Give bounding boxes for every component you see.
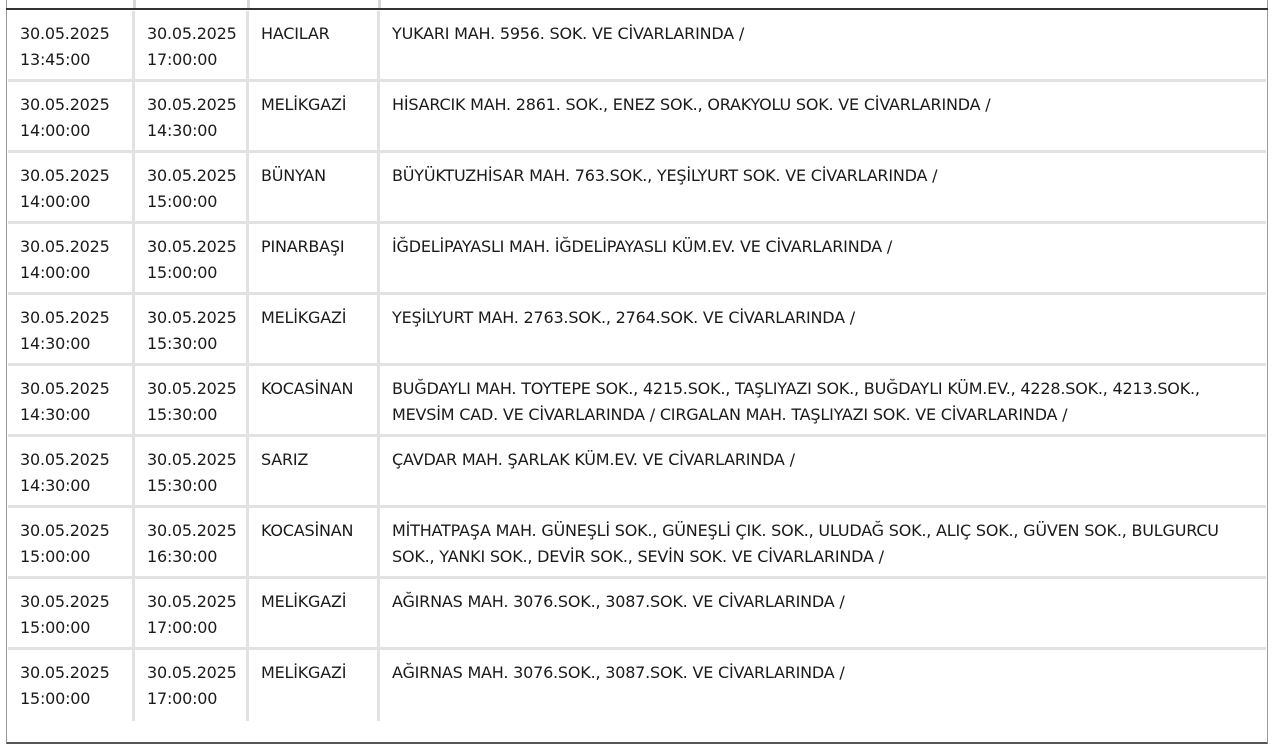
- start-time: 14:00:00: [20, 121, 91, 140]
- address-cell: [380, 82, 1266, 153]
- district-cell: [249, 295, 380, 366]
- address-cell: [380, 579, 1266, 650]
- address-cell: [380, 437, 1266, 508]
- start-datetime-cell: [8, 224, 135, 295]
- address-cell: [380, 11, 1266, 82]
- end-time: 15:00:00: [147, 263, 218, 282]
- column-divider-stub: [378, 0, 381, 8]
- start-time: 15:00:00: [20, 547, 91, 566]
- end-time: 17:00:00: [147, 618, 218, 637]
- start-date: 30.05.2025: [20, 663, 110, 682]
- affected-addresses: İĞDELİPAYASLI MAH. İĞDELİPAYASLI KÜM.EV. VE CİVARLARINDA /: [392, 237, 893, 256]
- start-date: 30.05.2025: [20, 592, 110, 611]
- affected-addresses: BUĞDAYLI MAH. TOYTEPE SOK., 4215.SOK., TAŞLIYAZI SOK., BUĞDAYLI KÜM.EV., 4228.SOK., 4213.SOK., MEVSİM CAD. VE CİVARLARINDA / CIRGALAN MAH. TAŞLIYAZI SOK. VE CİVARLARINDA /: [392, 379, 1200, 424]
- table-row: [8, 224, 1266, 295]
- end-time: 15:30:00: [147, 405, 218, 424]
- affected-addresses: YEŞİLYURT MAH. 2763.SOK., 2764.SOK. VE CİVARLARINDA /: [392, 308, 855, 327]
- district-name: KOCASİNAN: [261, 379, 354, 398]
- affected-addresses: ÇAVDAR MAH. ŞARLAK KÜM.EV. VE CİVARLARINDA /: [392, 450, 795, 469]
- end-datetime-cell: [135, 82, 249, 153]
- end-date: 30.05.2025: [147, 166, 237, 185]
- address-cell: [380, 366, 1266, 437]
- end-time: 15:00:00: [147, 192, 218, 211]
- start-date: 30.05.2025: [20, 521, 110, 540]
- table-row: [8, 82, 1266, 153]
- end-datetime-cell: [135, 508, 249, 579]
- end-datetime-cell: [135, 224, 249, 295]
- table-top-border: [6, 8, 1268, 10]
- end-date: 30.05.2025: [147, 379, 237, 398]
- district-cell: [249, 650, 380, 721]
- end-datetime-cell: [135, 650, 249, 721]
- end-date: 30.05.2025: [147, 308, 237, 327]
- power-outage-schedule-table: [8, 11, 1266, 721]
- address-cell: [380, 153, 1266, 224]
- start-time: 14:00:00: [20, 192, 91, 211]
- affected-addresses: AĞIRNAS MAH. 3076.SOK., 3087.SOK. VE CİVARLARINDA /: [392, 592, 845, 611]
- start-datetime-cell: [8, 437, 135, 508]
- table-row: [8, 11, 1266, 82]
- table-row: [8, 366, 1266, 437]
- end-datetime-cell: [135, 437, 249, 508]
- district-name: BÜNYAN: [261, 166, 326, 185]
- district-cell: [249, 11, 380, 82]
- address-cell: [380, 508, 1266, 579]
- start-datetime-cell: [8, 579, 135, 650]
- column-divider-stub: [133, 0, 136, 8]
- end-date: 30.05.2025: [147, 95, 237, 114]
- district-name: MELİKGAZİ: [261, 663, 347, 682]
- start-time: 14:30:00: [20, 476, 91, 495]
- column-divider-stub: [247, 0, 250, 8]
- end-datetime-cell: [135, 579, 249, 650]
- district-name: MELİKGAZİ: [261, 592, 347, 611]
- start-date: 30.05.2025: [20, 450, 110, 469]
- district-name: MELİKGAZİ: [261, 95, 347, 114]
- end-date: 30.05.2025: [147, 592, 237, 611]
- table-row: [8, 437, 1266, 508]
- district-cell: [249, 82, 380, 153]
- end-time: 17:00:00: [147, 50, 218, 69]
- district-name: MELİKGAZİ: [261, 308, 347, 327]
- end-date: 30.05.2025: [147, 237, 237, 256]
- table-row: [8, 579, 1266, 650]
- table-row: [8, 508, 1266, 579]
- district-cell: [249, 508, 380, 579]
- start-date: 30.05.2025: [20, 24, 110, 43]
- end-datetime-cell: [135, 295, 249, 366]
- district-cell: [249, 579, 380, 650]
- affected-addresses: AĞIRNAS MAH. 3076.SOK., 3087.SOK. VE CİVARLARINDA /: [392, 663, 845, 682]
- start-date: 30.05.2025: [20, 379, 110, 398]
- end-date: 30.05.2025: [147, 521, 237, 540]
- start-time: 15:00:00: [20, 618, 91, 637]
- affected-addresses: MİTHATPAŞA MAH. GÜNEŞLİ SOK., GÜNEŞLİ ÇIK. SOK., ULUDAĞ SOK., ALIÇ SOK., GÜVEN SOK., BULGURCU SOK., YANKI SOK., DEVİR SOK., SEVİN SOK. VE CİVARLARINDA /: [392, 521, 1219, 566]
- district-name: KOCASİNAN: [261, 521, 354, 540]
- table-row: [8, 650, 1266, 721]
- affected-addresses: BÜYÜKTUZHİSAR MAH. 763.SOK., YEŞİLYURT SOK. VE CİVARLARINDA /: [392, 166, 938, 185]
- start-datetime-cell: [8, 295, 135, 366]
- start-datetime-cell: [8, 650, 135, 721]
- start-datetime-cell: [8, 366, 135, 437]
- district-cell: [249, 437, 380, 508]
- table-body: [8, 11, 1266, 721]
- table-row: [8, 295, 1266, 366]
- end-time: 17:00:00: [147, 689, 218, 708]
- end-date: 30.05.2025: [147, 24, 237, 43]
- start-datetime-cell: [8, 82, 135, 153]
- address-cell: [380, 650, 1266, 721]
- end-date: 30.05.2025: [147, 450, 237, 469]
- start-date: 30.05.2025: [20, 308, 110, 327]
- start-datetime-cell: [8, 11, 135, 82]
- district-cell: [249, 224, 380, 295]
- end-datetime-cell: [135, 366, 249, 437]
- district-cell: [249, 153, 380, 224]
- district-name: PINARBAŞI: [261, 237, 345, 256]
- start-datetime-cell: [8, 153, 135, 224]
- start-time: 15:00:00: [20, 689, 91, 708]
- start-time: 14:00:00: [20, 263, 91, 282]
- start-time: 14:30:00: [20, 405, 91, 424]
- start-date: 30.05.2025: [20, 166, 110, 185]
- table-row: [8, 153, 1266, 224]
- district-cell: [249, 366, 380, 437]
- affected-addresses: YUKARI MAH. 5956. SOK. VE CİVARLARINDA /: [392, 24, 745, 43]
- end-datetime-cell: [135, 11, 249, 82]
- end-time: 15:30:00: [147, 334, 218, 353]
- end-time: 15:30:00: [147, 476, 218, 495]
- end-datetime-cell: [135, 153, 249, 224]
- start-time: 13:45:00: [20, 50, 91, 69]
- start-date: 30.05.2025: [20, 95, 110, 114]
- end-date: 30.05.2025: [147, 663, 237, 682]
- end-time: 14:30:00: [147, 121, 218, 140]
- address-cell: [380, 295, 1266, 366]
- start-date: 30.05.2025: [20, 237, 110, 256]
- start-datetime-cell: [8, 508, 135, 579]
- address-cell: [380, 224, 1266, 295]
- affected-addresses: HİSARCIK MAH. 2861. SOK., ENEZ SOK., ORAKYOLU SOK. VE CİVARLARINDA /: [392, 95, 991, 114]
- end-time: 16:30:00: [147, 547, 218, 566]
- district-name: SARIZ: [261, 450, 309, 469]
- district-name: HACILAR: [261, 24, 330, 43]
- start-time: 14:30:00: [20, 334, 91, 353]
